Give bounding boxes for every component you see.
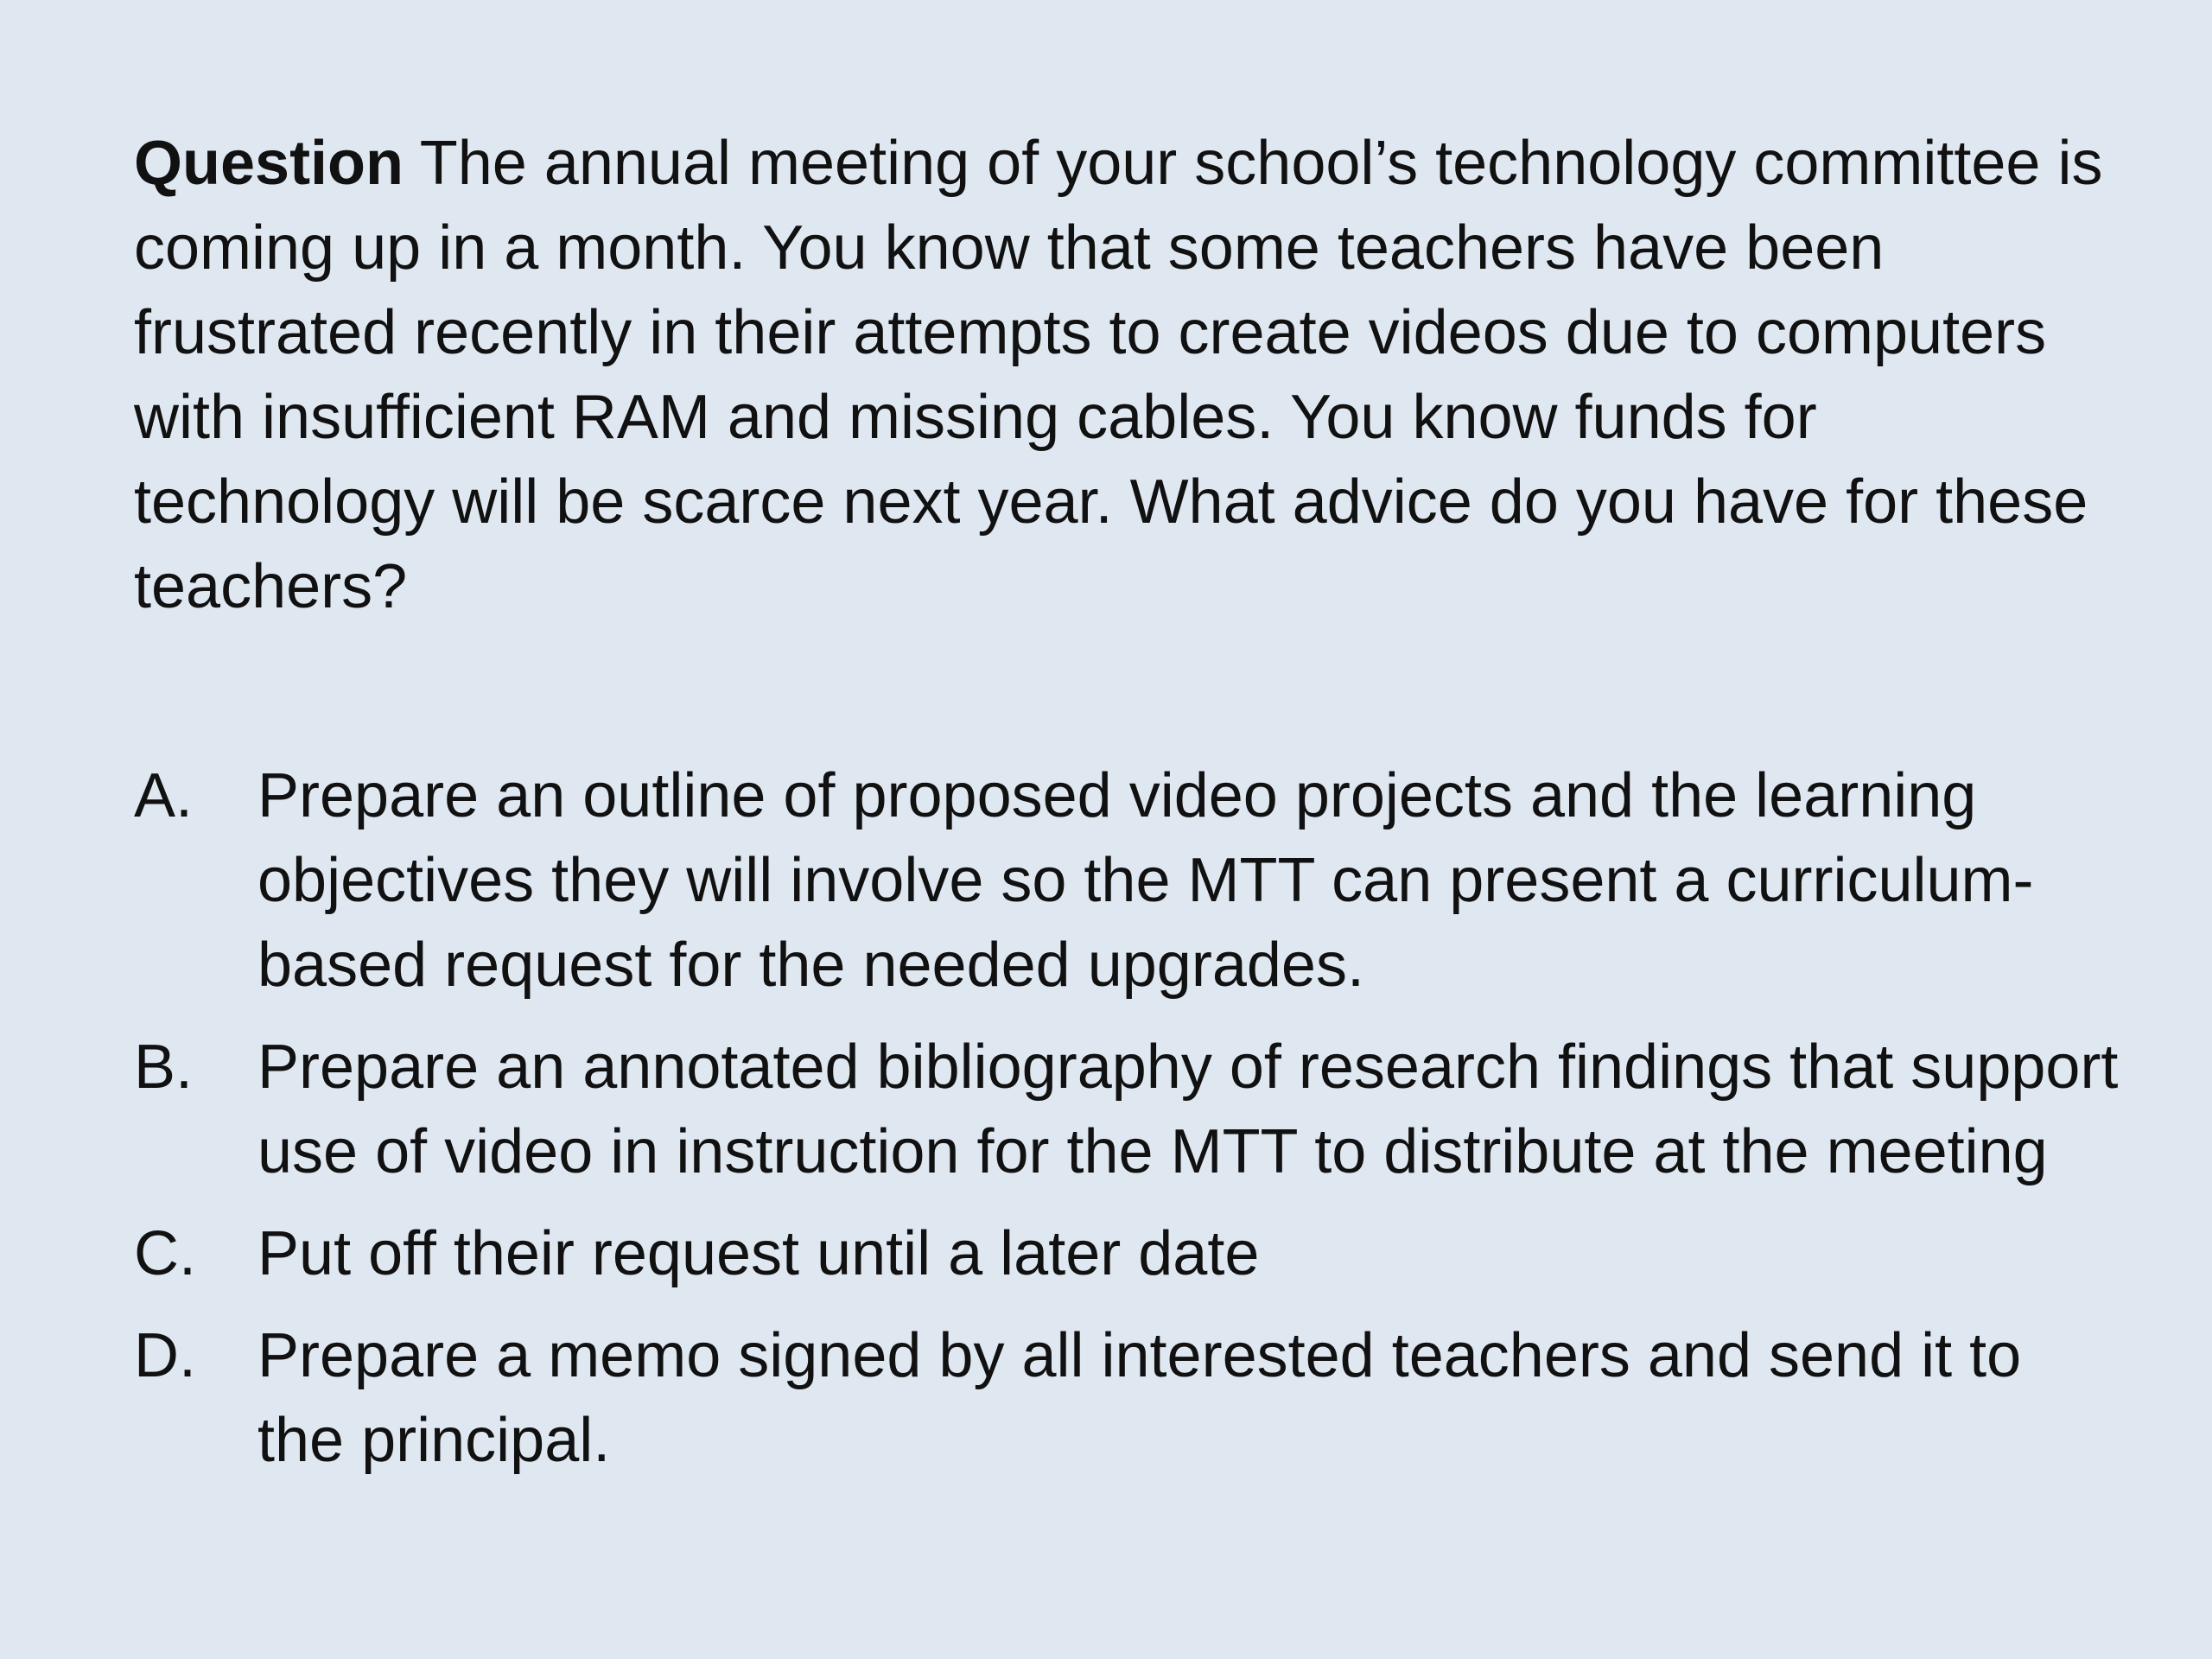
- question-paragraph: [134, 121, 2104, 629]
- option-letter: A.: [134, 761, 194, 830]
- option-text: Prepare an annotated bibliography of research findings that support use of video in instruction for the MTT to distribute at the meeting: [257, 1033, 2119, 1186]
- question-label: Question: [134, 129, 404, 198]
- option-text: Prepare a memo signed by all interested teachers and send it to the principal.: [257, 1321, 2022, 1475]
- option-letter: C.: [134, 1219, 196, 1288]
- option-letter: B.: [134, 1033, 194, 1102]
- option-text: Prepare an outline of proposed video projects and the learning objectives they will involve so the MTT can present a curriculum-based request for the needed upgrades.: [257, 761, 2034, 1000]
- answer-option-b: [134, 1025, 2121, 1194]
- answer-option-c: [134, 1211, 2121, 1296]
- answer-options-list: [134, 753, 2121, 1500]
- answer-option-a: [134, 753, 2121, 1007]
- option-letter: D.: [134, 1321, 196, 1390]
- answer-option-d: [134, 1313, 2121, 1483]
- option-text: Put off their request until a later date: [257, 1219, 1260, 1288]
- question-text: The annual meeting of your school’s technology committee is coming up in a month. You know that some teachers have been frustrated recently in their attempts to create videos due to computers with insufficient RAM and missing cables. You know funds for technology will be scarce next year. What advice do you have for these teachers?: [134, 129, 2103, 621]
